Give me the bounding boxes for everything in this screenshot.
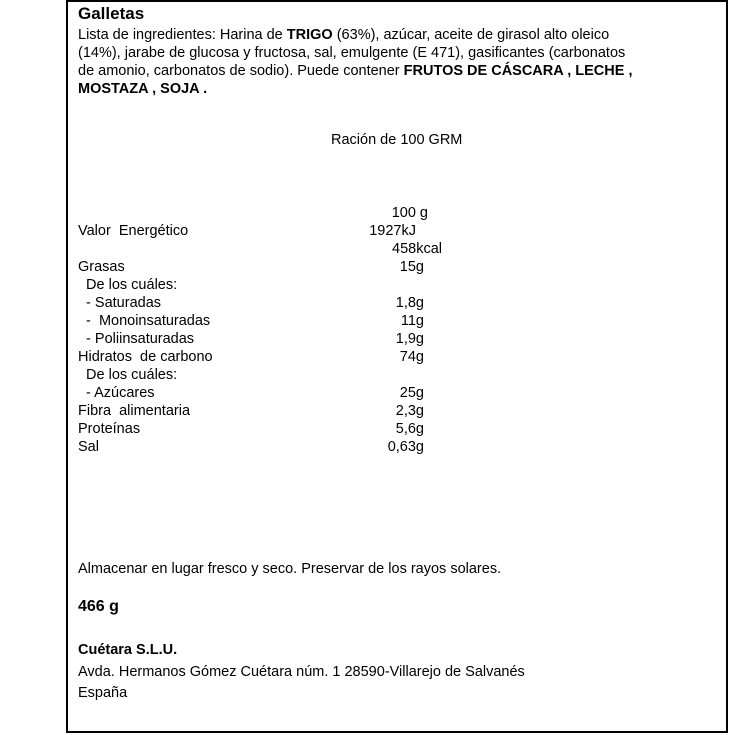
- nutrient-label: De los cuáles:: [78, 367, 178, 383]
- nutrient-label: De los cuáles:: [78, 277, 178, 293]
- ingredients-list: [78, 26, 638, 98]
- nutrient-value: 0,63g: [387, 439, 424, 455]
- allergen-end: .: [199, 81, 208, 97]
- energy-kcal: 458kcal: [392, 241, 442, 257]
- nutrient-label: Sal: [78, 439, 99, 455]
- nutrient-value: 1,9g: [395, 331, 424, 347]
- nutrient-value: 2,3g: [395, 403, 424, 419]
- nutrient-value: 11g: [400, 313, 424, 329]
- energy-kj: 1927kJ: [369, 223, 416, 239]
- nutrient-label: Fibra alimentaria: [78, 403, 191, 419]
- allergen-nuts: FRUTOS DE CÁSCARA: [403, 63, 564, 79]
- company-address: Avda. Hermanos Gómez Cuétara núm. 1 28590-Villarejo de Salvanés: [78, 664, 525, 680]
- nutrient-value: 74g: [399, 349, 424, 365]
- energy-label: Valor Energético: [78, 223, 189, 239]
- company-name: Cuétara S.L.U.: [78, 642, 178, 658]
- nutrient-value: 5,6g: [395, 421, 424, 437]
- allergen-soy: SOJA: [160, 81, 200, 97]
- allergen-separator: ,: [148, 81, 161, 97]
- serving-label: Ración de 100 GRM: [331, 132, 463, 148]
- allergen-mustard: MOSTAZA: [78, 81, 149, 97]
- nutrient-label: - Saturadas: [78, 295, 162, 311]
- nutrient-value: 1,8g: [395, 295, 424, 311]
- nutrient-label: Hidratos de carbono: [78, 349, 213, 365]
- storage-instructions: Almacenar en lugar fresco y seco. Preservar de los rayos solares.: [78, 561, 502, 577]
- allergen-milk: LECHE: [575, 63, 625, 79]
- nutrient-label: - Azúcares: [78, 385, 155, 401]
- nutrition-column-header: 100 g: [391, 205, 428, 221]
- nutrient-label: Grasas: [78, 259, 125, 275]
- company-country: España: [78, 685, 128, 701]
- allergen-wheat: TRIGO: [286, 27, 333, 43]
- product-name: Galletas: [78, 4, 145, 23]
- nutrient-value: 15g: [399, 259, 424, 275]
- ingredients-text: Lista de ingredientes: Harina de: [78, 27, 287, 43]
- nutrient-value: 25g: [399, 385, 424, 401]
- ingredients-text: (63%), azúcar, aceite de girasol alto oleico (14%), jarabe de glucosa y fructosa, sal, emulgente (E 471), gasificantes (carbonatos de amonio, carbonatos de sodio). Puede contener: [78, 27, 626, 79]
- nutrient-label: - Monoinsaturadas: [78, 313, 211, 329]
- nutrient-label: - Poliinsaturadas: [78, 331, 195, 347]
- nutrient-label: Proteínas: [78, 421, 141, 437]
- allergen-separator: ,: [563, 63, 576, 79]
- net-weight: 466 g: [78, 598, 119, 615]
- allergen-separator: ,: [624, 63, 633, 79]
